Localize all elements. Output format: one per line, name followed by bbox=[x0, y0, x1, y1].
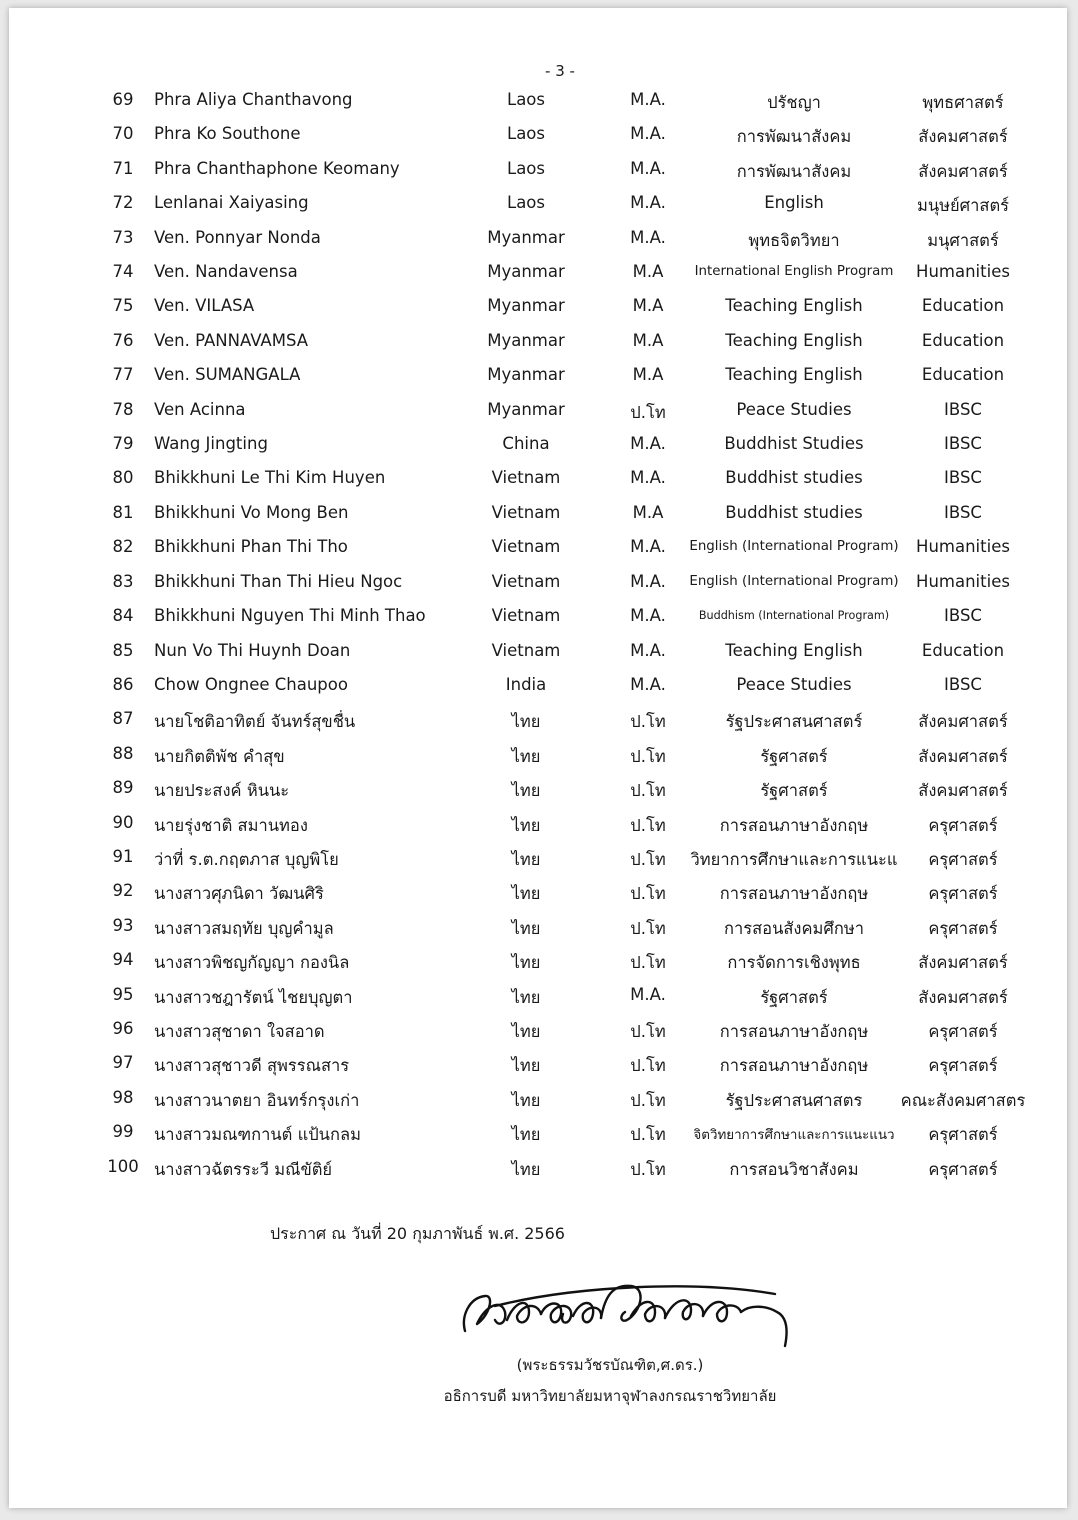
faculty: Humanities bbox=[916, 262, 1010, 282]
row-number: 98 bbox=[112, 1087, 134, 1107]
faculty: IBSC bbox=[944, 468, 982, 488]
student-name: นางสาวพิชญกัญญา กองนิล bbox=[154, 953, 350, 973]
table-row bbox=[0, 325, 1078, 359]
country: ไทย bbox=[511, 884, 541, 904]
faculty: Education bbox=[921, 330, 1005, 350]
row-number: 77 bbox=[112, 365, 134, 385]
student-name: นางสาวสุชาวดี สุพรรณสาร bbox=[154, 1056, 350, 1076]
row-number: 75 bbox=[112, 296, 134, 316]
major: จิตวิทยาการศึกษาและการแนะแนว bbox=[693, 1128, 895, 1144]
table-row bbox=[0, 703, 1078, 737]
major: Buddhist Studies bbox=[724, 434, 864, 454]
student-name: Lenlanai Xaiyasing bbox=[154, 193, 309, 213]
faculty: Humanities bbox=[916, 571, 1010, 591]
student-name: นางสาวมณฑกานต์ แป้นกลม bbox=[154, 1125, 361, 1145]
student-name: Phra Ko Southone bbox=[154, 124, 301, 144]
major: การสอนภาษาอังกฤษ bbox=[719, 1056, 869, 1076]
row-number: 74 bbox=[112, 262, 134, 282]
major: รัฐศาสตร์ bbox=[760, 781, 828, 801]
degree: M.A. bbox=[630, 537, 666, 557]
table-row bbox=[0, 1151, 1078, 1185]
signature-image bbox=[455, 1276, 805, 1360]
student-name: นางสาวสมฤทัย บุญคำมูล bbox=[154, 918, 334, 938]
row-number: 94 bbox=[112, 950, 134, 970]
major: Teaching English bbox=[725, 365, 863, 385]
degree: ป.โท bbox=[630, 712, 666, 732]
degree: ป.โท bbox=[630, 884, 666, 904]
table-row bbox=[0, 1082, 1078, 1116]
student-name: Ven Acinna bbox=[154, 399, 246, 419]
table-row bbox=[0, 153, 1078, 187]
student-name: Phra Chanthaphone Keomany bbox=[154, 158, 400, 178]
degree: M.A bbox=[632, 365, 664, 385]
major: การพัฒนาสังคม bbox=[736, 127, 852, 147]
table-row bbox=[0, 944, 1078, 978]
faculty: มนุษย์ศาสตร์ bbox=[916, 196, 1010, 216]
major: พุทธจิตวิทยา bbox=[748, 230, 840, 250]
degree: M.A bbox=[632, 296, 664, 316]
degree: M.A. bbox=[630, 434, 666, 454]
country: ไทย bbox=[511, 746, 541, 766]
major: Teaching English bbox=[725, 296, 863, 316]
row-number: 78 bbox=[112, 399, 134, 419]
degree: M.A bbox=[632, 330, 664, 350]
student-name: นางสาวสุชาดา ใจสอาด bbox=[154, 1021, 325, 1041]
major: การสอนวิชาสังคม bbox=[729, 1159, 859, 1179]
row-number: 69 bbox=[112, 90, 134, 109]
major: วิทยาการศึกษาและการแนะแ bbox=[690, 849, 898, 869]
signer-name: (พระธรรมวัชรบัณฑิต,ศ.ดร.) bbox=[516, 1356, 704, 1374]
faculty: ครุศาสตร์ bbox=[928, 1159, 998, 1179]
table-row bbox=[0, 1013, 1078, 1047]
student-name: Phra Aliya Chanthavong bbox=[154, 90, 353, 109]
country: Vietnam bbox=[491, 640, 561, 660]
degree: M.A. bbox=[630, 674, 666, 694]
student-name: Ven. PANNAVAMSA bbox=[154, 330, 309, 350]
faculty: IBSC bbox=[944, 674, 982, 694]
faculty: IBSC bbox=[944, 399, 982, 419]
major: รัฐศาสตร์ bbox=[760, 746, 828, 766]
major: English bbox=[764, 193, 824, 213]
country: ไทย bbox=[511, 815, 541, 835]
country: Laos bbox=[507, 90, 545, 109]
faculty: สังคมศาสตร์ bbox=[918, 781, 1008, 801]
country: Laos bbox=[507, 158, 545, 178]
country: India bbox=[505, 674, 547, 694]
degree: M.A bbox=[632, 502, 664, 522]
row-number: 88 bbox=[112, 743, 134, 763]
student-name: Bhikkhuni Vo Mong Ben bbox=[154, 502, 349, 522]
degree: ป.โท bbox=[630, 1159, 666, 1179]
table-row bbox=[0, 1047, 1078, 1081]
country: ไทย bbox=[511, 712, 541, 732]
row-number: 84 bbox=[112, 606, 134, 626]
country: ไทย bbox=[511, 1159, 541, 1179]
row-number: 100 bbox=[107, 1156, 139, 1176]
major: ปรัชญา bbox=[767, 93, 821, 112]
degree: M.A. bbox=[630, 468, 666, 488]
table-row bbox=[0, 669, 1078, 703]
major: การสอนภาษาอังกฤษ bbox=[719, 884, 869, 904]
faculty: ครุศาสตร์ bbox=[928, 815, 998, 835]
country: Vietnam bbox=[491, 537, 561, 557]
country: China bbox=[502, 434, 550, 454]
faculty: ครุศาสตร์ bbox=[928, 1056, 998, 1076]
row-number: 91 bbox=[112, 846, 134, 866]
student-name: Bhikkhuni Than Thi Hieu Ngoc bbox=[154, 571, 403, 591]
country: ไทย bbox=[511, 1125, 541, 1145]
faculty: Education bbox=[921, 296, 1005, 316]
table-row bbox=[0, 497, 1078, 531]
degree: ป.โท bbox=[630, 1056, 666, 1076]
country: Vietnam bbox=[491, 606, 561, 626]
announcement-date: ประกาศ ณ วันที่ 20 กุมภาพันธ์ พ.ศ. 2566 bbox=[270, 1224, 565, 1243]
table-row bbox=[0, 394, 1078, 428]
student-name: Ven. Ponnyar Nonda bbox=[154, 227, 321, 247]
row-number: 79 bbox=[112, 434, 134, 454]
row-number: 71 bbox=[112, 158, 134, 178]
degree: M.A. bbox=[630, 571, 666, 591]
degree: M.A. bbox=[630, 984, 666, 1004]
degree: M.A. bbox=[630, 193, 666, 213]
row-number: 89 bbox=[112, 778, 134, 798]
major: Peace Studies bbox=[736, 674, 852, 694]
table-row bbox=[0, 290, 1078, 324]
degree: M.A. bbox=[630, 227, 666, 247]
faculty: สังคมศาสตร์ bbox=[918, 746, 1008, 766]
graduate-list bbox=[0, 84, 1078, 1185]
country: Laos bbox=[507, 193, 545, 213]
faculty: Humanities bbox=[916, 537, 1010, 557]
degree: ป.โท bbox=[630, 1125, 666, 1145]
student-name: นางสาวฉัตรระวี มณีขัติย์ bbox=[154, 1159, 333, 1179]
table-row bbox=[0, 359, 1078, 393]
country: Myanmar bbox=[487, 365, 565, 385]
country: Laos bbox=[507, 124, 545, 144]
country: Vietnam bbox=[491, 468, 561, 488]
row-number: 90 bbox=[112, 812, 134, 832]
degree: ป.โท bbox=[630, 1021, 666, 1041]
student-name: Ven. VILASA bbox=[154, 296, 255, 316]
student-name: นายรุ่งชาติ สมานทอง bbox=[154, 815, 308, 835]
country: ไทย bbox=[511, 1021, 541, 1041]
faculty: สังคมศาสตร์ bbox=[918, 127, 1008, 147]
student-name: Bhikkhuni Nguyen Thi Minh Thao bbox=[154, 606, 426, 626]
row-number: 99 bbox=[112, 1122, 134, 1142]
country: Myanmar bbox=[487, 227, 565, 247]
table-row bbox=[0, 84, 1078, 118]
row-number: 72 bbox=[112, 193, 134, 213]
faculty: IBSC bbox=[944, 606, 982, 626]
page-number: - 3 - bbox=[545, 62, 575, 80]
faculty: ครุศาสตร์ bbox=[928, 918, 998, 938]
student-name: Nun Vo Thi Huynh Doan bbox=[154, 640, 351, 660]
degree: ป.โท bbox=[630, 918, 666, 938]
major: รัฐศาสตร์ bbox=[760, 987, 828, 1007]
row-number: 80 bbox=[112, 468, 134, 488]
row-number: 96 bbox=[112, 1018, 134, 1038]
row-number: 93 bbox=[112, 915, 134, 935]
degree: M.A. bbox=[630, 158, 666, 178]
student-name: นางสาวชฎารัตน์ ไชยบุญตา bbox=[154, 987, 353, 1007]
student-name: Chow Ongnee Chaupoo bbox=[154, 674, 348, 694]
degree: ป.โท bbox=[630, 1090, 666, 1110]
table-row bbox=[0, 600, 1078, 634]
faculty: สังคมศาสตร์ bbox=[918, 161, 1008, 181]
faculty: Education bbox=[921, 640, 1005, 660]
faculty: Education bbox=[921, 365, 1005, 385]
country: ไทย bbox=[511, 781, 541, 801]
student-name: Ven. SUMANGALA bbox=[154, 365, 301, 385]
student-name: ว่าที่ ร.ต.กฤตภาส บุญพิโย bbox=[154, 849, 339, 869]
degree: ป.โท bbox=[630, 815, 666, 835]
table-row bbox=[0, 222, 1078, 256]
row-number: 70 bbox=[112, 124, 134, 144]
row-number: 73 bbox=[112, 227, 134, 247]
degree: M.A bbox=[632, 262, 664, 282]
country: Vietnam bbox=[491, 571, 561, 591]
table-row bbox=[0, 1116, 1078, 1150]
student-name: Bhikkhuni Le Thi Kim Huyen bbox=[154, 468, 386, 488]
row-number: 86 bbox=[112, 674, 134, 694]
row-number: 92 bbox=[112, 881, 134, 901]
major: Buddhist studies bbox=[725, 468, 863, 488]
faculty: สังคมศาสตร์ bbox=[918, 953, 1008, 973]
table-row bbox=[0, 979, 1078, 1013]
major: English (International Program) bbox=[689, 573, 899, 589]
row-number: 83 bbox=[112, 571, 134, 591]
table-row bbox=[0, 738, 1078, 772]
major: Buddhist studies bbox=[725, 502, 863, 522]
major: International English Program bbox=[694, 264, 894, 280]
major: การพัฒนาสังคม bbox=[736, 161, 852, 181]
student-name: นางสาวนาตยา อินทร์กรุงเก่า bbox=[154, 1090, 360, 1110]
table-row bbox=[0, 772, 1078, 806]
faculty: ครุศาสตร์ bbox=[928, 884, 998, 904]
country: ไทย bbox=[511, 918, 541, 938]
major: รัฐประศาสนศาสตร์ bbox=[725, 712, 863, 732]
degree: M.A. bbox=[630, 124, 666, 144]
degree: ป.โท bbox=[630, 402, 666, 422]
degree: ป.โท bbox=[630, 781, 666, 801]
major: การสอนสังคมศึกษา bbox=[723, 918, 865, 938]
degree: ป.โท bbox=[630, 746, 666, 766]
country: Myanmar bbox=[487, 296, 565, 316]
faculty: ครุศาสตร์ bbox=[928, 1021, 998, 1041]
country: ไทย bbox=[511, 953, 541, 973]
country: Myanmar bbox=[487, 399, 565, 419]
degree: M.A. bbox=[630, 640, 666, 660]
major: รัฐประศาสนศาสตร bbox=[725, 1090, 863, 1110]
degree: ป.โท bbox=[630, 849, 666, 869]
faculty: สังคมศาสตร์ bbox=[918, 987, 1008, 1007]
major: การจัดการเชิงพุทธ bbox=[727, 953, 861, 973]
table-row bbox=[0, 841, 1078, 875]
student-name: นายประสงค์ หินนะ bbox=[154, 781, 290, 801]
faculty: พุทธศาสตร์ bbox=[922, 93, 1004, 112]
row-number: 82 bbox=[112, 537, 134, 557]
faculty: ครุศาสตร์ bbox=[928, 1125, 998, 1145]
faculty: คณะสังคมศาสตร bbox=[900, 1090, 1026, 1110]
table-row bbox=[0, 428, 1078, 462]
degree: ป.โท bbox=[630, 953, 666, 973]
country: ไทย bbox=[511, 849, 541, 869]
table-row bbox=[0, 256, 1078, 290]
signer-position: อธิการบดี มหาวิทยาลัยมหาจุฬาลงกรณราชวิทยาลัย bbox=[443, 1387, 777, 1405]
row-number: 85 bbox=[112, 640, 134, 660]
student-name: Bhikkhuni Phan Thi Tho bbox=[154, 537, 348, 557]
table-row bbox=[0, 875, 1078, 909]
table-row bbox=[0, 910, 1078, 944]
major: English (International Program) bbox=[689, 539, 899, 555]
faculty: สังคมศาสตร์ bbox=[918, 712, 1008, 732]
table-row bbox=[0, 566, 1078, 600]
country: ไทย bbox=[511, 1090, 541, 1110]
country: Vietnam bbox=[491, 502, 561, 522]
faculty: IBSC bbox=[944, 434, 982, 454]
row-number: 87 bbox=[112, 709, 134, 729]
major: การสอนภาษาอังกฤษ bbox=[719, 1021, 869, 1041]
table-row bbox=[0, 462, 1078, 496]
major: Teaching English bbox=[725, 640, 863, 660]
student-name: Ven. Nandavensa bbox=[154, 262, 298, 282]
degree: M.A. bbox=[630, 606, 666, 626]
faculty: ครุศาสตร์ bbox=[928, 849, 998, 869]
faculty: มนุศาสตร์ bbox=[927, 230, 999, 250]
major: Peace Studies bbox=[736, 399, 852, 419]
row-number: 76 bbox=[112, 330, 134, 350]
student-name: นายโชติอาทิตย์ จันทร์สุขชื่น bbox=[154, 712, 356, 732]
student-name: นางสาวศุภนิดา วัฒนศิริ bbox=[154, 884, 324, 904]
table-row bbox=[0, 187, 1078, 221]
major: Teaching English bbox=[725, 330, 863, 350]
table-row bbox=[0, 807, 1078, 841]
degree: M.A. bbox=[630, 90, 666, 109]
row-number: 95 bbox=[112, 984, 134, 1004]
country: ไทย bbox=[511, 1056, 541, 1076]
table-row bbox=[0, 635, 1078, 669]
major: Buddhism (International Program) bbox=[698, 609, 890, 623]
student-name: นายกิตติพัช คำสุข bbox=[154, 746, 285, 766]
country: Myanmar bbox=[487, 330, 565, 350]
row-number: 81 bbox=[112, 502, 134, 522]
country: ไทย bbox=[511, 987, 541, 1007]
student-name: Wang Jingting bbox=[154, 434, 268, 454]
table-row bbox=[0, 531, 1078, 565]
major: การสอนภาษาอังกฤษ bbox=[719, 815, 869, 835]
table-row bbox=[0, 118, 1078, 152]
faculty: IBSC bbox=[944, 502, 982, 522]
country: Myanmar bbox=[487, 262, 565, 282]
row-number: 97 bbox=[112, 1053, 134, 1073]
